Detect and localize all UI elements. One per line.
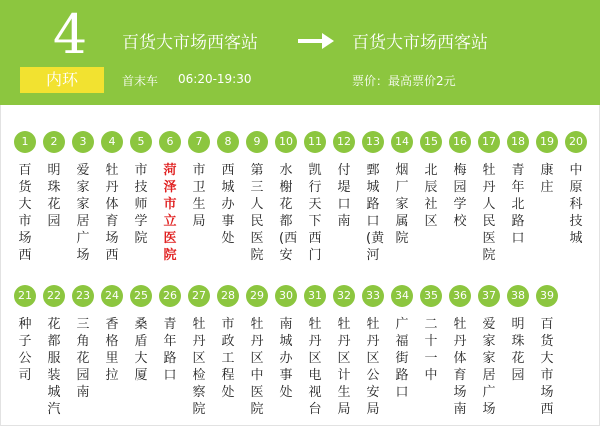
stop-item — [504, 131, 532, 247]
stop-item — [69, 285, 97, 401]
stop-name: 广福街路口 — [395, 317, 409, 400]
stop-item — [127, 285, 155, 384]
stop-item — [185, 285, 213, 418]
stop-name: 三角花园南 — [76, 317, 90, 400]
stop-name: 中原科技城 — [569, 163, 583, 246]
stop-item — [359, 285, 387, 418]
stop-item — [417, 131, 445, 230]
stop-number-badge: 35 — [420, 285, 442, 307]
stop-item — [11, 285, 39, 384]
stop-name: 凯行天下西门 — [308, 163, 322, 263]
stop-name: 种子公司 — [18, 317, 32, 383]
stop-number-badge: 5 — [130, 131, 152, 153]
schedule-time: 06:20-19:30 — [178, 72, 252, 86]
stop-name: 青年路口 — [163, 317, 177, 383]
stop-number-badge: 19 — [536, 131, 558, 153]
stop-name: 付堤口南 — [337, 163, 351, 229]
stop-number-badge: 37 — [478, 285, 500, 307]
stop-number-badge: 22 — [43, 285, 65, 307]
fare-info: 票价：最高票价2元 — [352, 74, 456, 88]
stop-item — [98, 131, 126, 264]
stop-item — [359, 131, 387, 264]
stop-name: 南城办事处 — [279, 317, 293, 400]
arrow-right-icon — [298, 32, 334, 50]
stop-number-badge: 18 — [507, 131, 529, 153]
stop-item — [562, 131, 590, 247]
stop-item — [301, 285, 329, 418]
origin-station: 百货大市场西客站 — [122, 33, 258, 53]
stop-item — [40, 131, 68, 230]
stop-item — [156, 285, 184, 384]
stop-name: 鄄城路口(黄河 — [366, 163, 385, 263]
stop-number-badge: 4 — [101, 131, 123, 153]
stop-number-badge: 12 — [333, 131, 355, 153]
stop-name: 爱家家居广场 — [482, 317, 496, 417]
stop-item — [69, 131, 97, 264]
stop-number-badge: 32 — [333, 285, 355, 307]
stop-number-badge: 25 — [130, 285, 152, 307]
stop-number-badge: 1 — [14, 131, 36, 153]
route-number: 4 — [52, 3, 88, 66]
stop-number-badge: 31 — [304, 285, 326, 307]
stop-name: 梅园学校 — [453, 163, 467, 229]
stop-number-badge: 39 — [536, 285, 558, 307]
stop-number-badge: 30 — [275, 285, 297, 307]
stop-name: 香格里拉 — [105, 317, 119, 383]
stop-item — [243, 285, 271, 418]
stop-item — [301, 131, 329, 264]
stop-number-badge: 10 — [275, 131, 297, 153]
stop-name: 百货大市场西 — [18, 163, 32, 263]
stop-number-badge: 29 — [246, 285, 268, 307]
stop-name: 北辰社区 — [424, 163, 438, 229]
stop-item — [533, 285, 561, 418]
stop-name: 百货大市场西 — [540, 317, 554, 417]
stop-number-badge: 26 — [159, 285, 181, 307]
destination-station: 百货大市场西客站 — [352, 33, 488, 53]
stop-name: 牡丹区中医院 — [250, 317, 264, 417]
stop-number-badge: 17 — [478, 131, 500, 153]
stop-name: 明珠花园 — [47, 163, 61, 229]
stop-name: 牡丹区检察院 — [192, 317, 206, 417]
stop-item — [388, 131, 416, 247]
stop-number-badge: 3 — [72, 131, 94, 153]
stop-name: 青年北路口 — [511, 163, 525, 246]
stop-item — [446, 285, 474, 418]
stop-number-badge: 15 — [420, 131, 442, 153]
stop-item — [243, 131, 271, 264]
route-header — [0, 0, 600, 105]
stop-number-badge: 33 — [362, 285, 384, 307]
stop-name: 明珠花园 — [511, 317, 525, 383]
stop-number-badge: 14 — [391, 131, 413, 153]
stop-name: 菏泽市立医院 — [163, 163, 177, 263]
stop-item — [330, 131, 358, 230]
stop-item — [185, 131, 213, 230]
stop-name: 牡丹区计生局 — [337, 317, 351, 417]
stop-item — [272, 131, 300, 264]
stop-name: 水榭花都(西安 — [279, 163, 298, 263]
stop-name: 牡丹体育场西 — [105, 163, 119, 263]
stop-name: 康庄 — [540, 163, 554, 195]
stop-name: 牡丹人民医院 — [482, 163, 496, 263]
stop-number-badge: 21 — [14, 285, 36, 307]
stop-number-badge: 20 — [565, 131, 587, 153]
stop-item — [11, 131, 39, 264]
stop-item — [330, 285, 358, 418]
stop-number-badge: 38 — [507, 285, 529, 307]
stop-item — [156, 131, 184, 264]
stop-name: 烟厂家属院 — [395, 163, 409, 246]
stop-name: 牡丹区公安局 — [366, 317, 380, 417]
stop-number-badge: 11 — [304, 131, 326, 153]
stop-name: 市卫生局 — [192, 163, 206, 229]
stop-name: 第三人民医院 — [250, 163, 264, 263]
stop-name: 二十一中 — [424, 317, 438, 383]
stop-number-badge: 7 — [188, 131, 210, 153]
stop-item — [388, 285, 416, 401]
stop-name: 爱家家居广场 — [76, 163, 90, 263]
stop-item — [98, 285, 126, 384]
stop-item — [214, 131, 242, 247]
stop-item — [127, 131, 155, 247]
stop-item — [475, 131, 503, 264]
stop-number-badge: 27 — [188, 285, 210, 307]
stop-name: 市政工程处 — [221, 317, 235, 400]
stop-item — [504, 285, 532, 384]
stop-item — [446, 131, 474, 230]
stop-name: 牡丹体育场南 — [453, 317, 467, 417]
stop-number-badge: 9 — [246, 131, 268, 153]
stop-number-badge: 2 — [43, 131, 65, 153]
stop-name: 牡丹区电视台 — [308, 317, 322, 417]
stop-number-badge: 13 — [362, 131, 384, 153]
stop-number-badge: 36 — [449, 285, 471, 307]
stop-number-badge: 6 — [159, 131, 181, 153]
stop-item — [533, 131, 561, 196]
stop-number-badge: 34 — [391, 285, 413, 307]
stop-item — [272, 285, 300, 401]
stop-number-badge: 28 — [217, 285, 239, 307]
stop-number-badge: 24 — [101, 285, 123, 307]
stop-item — [40, 285, 68, 418]
direction-badge: 内环 — [20, 67, 104, 93]
stop-name: 西城办事处 — [221, 163, 235, 246]
stop-name: 桑盾大厦 — [134, 317, 148, 383]
stop-item — [475, 285, 503, 418]
stop-number-badge: 16 — [449, 131, 471, 153]
stop-number-badge: 23 — [72, 285, 94, 307]
stop-name: 市技师学院 — [134, 163, 148, 246]
stop-item — [417, 285, 445, 384]
stop-name: 花都服装城汽 — [47, 317, 61, 417]
stop-item — [214, 285, 242, 401]
stop-number-badge: 8 — [217, 131, 239, 153]
schedule-label: 首末车 — [122, 74, 159, 88]
